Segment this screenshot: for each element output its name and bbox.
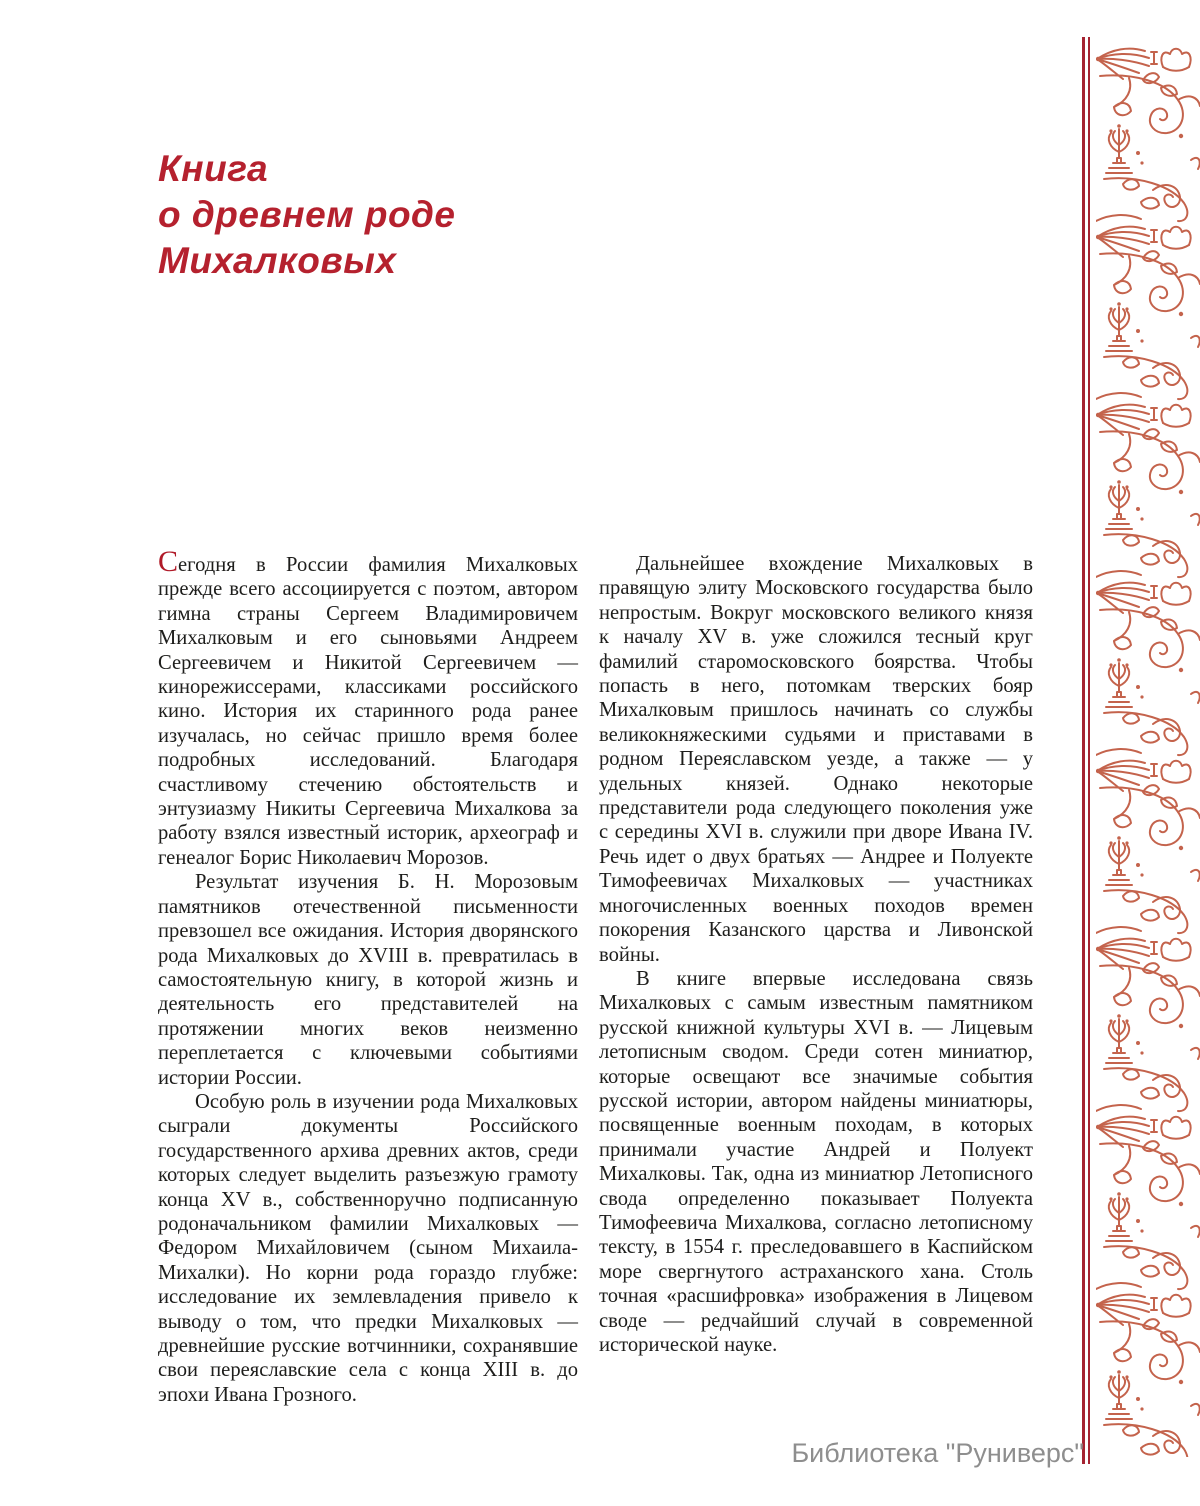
paragraph: Особую роль в изучении рода Михалковых сыграли документы Российского государственного архива древних актов, среди которых следует выделить разъезжую грамоту конца XV в., собственноручно подписанную родоначальником фамилии Михалковых — Федором Михайловичем (сыном Михаила-Михалки). Но корни рода гораздо глубже: исследование их землевладения привело к выводу о том, что предки Михалковых — древнейшие русские вотчинники, сохранявшие свои переяславские села с конца XIII в. до эпохи Ивана Грозного. (158, 1090, 578, 1406)
title-line: Книга (158, 148, 269, 189)
paragraph (158, 545, 578, 870)
page-title (158, 146, 456, 284)
title-line: о древнем роде (158, 194, 456, 235)
runivers-watermark: Библиотека "Руниверс" (791, 1438, 1084, 1468)
article-columns (158, 545, 1033, 1407)
paragraph: Результат изучения Б. Н. Морозовым памятников отечественной письменности превзошел все ожидания. История дворянского рода Михалковых до XVIII в. превратилась в самостоятельную книгу, в которой жизнь и деятельность его представителей на протяжении многих веков неизменно переплетается с ключевыми событиями истории России. (158, 871, 578, 1089)
left-column (158, 545, 578, 1407)
paragraph: Дальнейшее вхождение Михалковых в правящую элиту Московского государства было непростым. Вокруг московского великого князя к началу XV в. уже сложился тесный круг фамилий старомосковского боярства. Чтобы попасть в него, потомкам тверских бояр Михалковым пришлось начинать со службы великокняжескими судьями и приставами в родном Переяславском уезде, а также — у удельных князей. Однако некоторые представители рода следующего поколения уже с середины XVI в. служили при дворе Ивана IV. Речь идет о двух братьях — Андрее и Полуекте Тимофеевичах Михалковых — участниках многочисленных военных походов времен покорения Казанского царства и Ливонской войны. (599, 553, 1033, 966)
border-rule-thick (1082, 37, 1085, 1464)
paragraph-text: егодня в России фамилия Михалковых прежде всего ассоциируется с поэтом, автором гимна страны Сергеем Владимировичем Михалковым и его сыновьями Андреем Сергеевичем и Никитой Сергеевичем — кинорежиссерами, классиками российского кино. История их старинного рода ранее изучалась, но сейчас пришло время более подробных исследований. Благодаря счастливому стечению обстоятельств и энтузиазму Никиты Сергеевича Михалкова за работу взялся известный историк, археограф и генеалог Борис Николаевич Морозов. (158, 554, 578, 869)
right-column (599, 552, 1033, 1407)
border-rule-thin (1088, 37, 1090, 1464)
title-line: Михалковых (158, 240, 397, 281)
paragraph: В книге впервые исследована связь Михалковых с самым известным памятником русской книжной культуры XVI в. — Лицевым летописным сводом. Среди сотен миниатюр, которые освещают все значимые события русской истории, автором найдены миниатюры, посвященные военным походам, в которых принимали участие Андрей и Полуект Михалковы. Так, одна из миниатюр Летописного свода определенно показывает Полуекта Тимофеевича Михалкова, согласно летописному тексту, в 1554 г. преследовавшего в Каспийском море свергнутого астраханского хана. Столь точная «расшифровка» изображения в Лицевом своде — редчайший случай в современной исторической науке. (599, 967, 1033, 1356)
drop-cap: С (158, 545, 179, 578)
floral-ornament-icon (1096, 45, 1200, 1457)
ornamental-border (1082, 37, 1200, 1464)
